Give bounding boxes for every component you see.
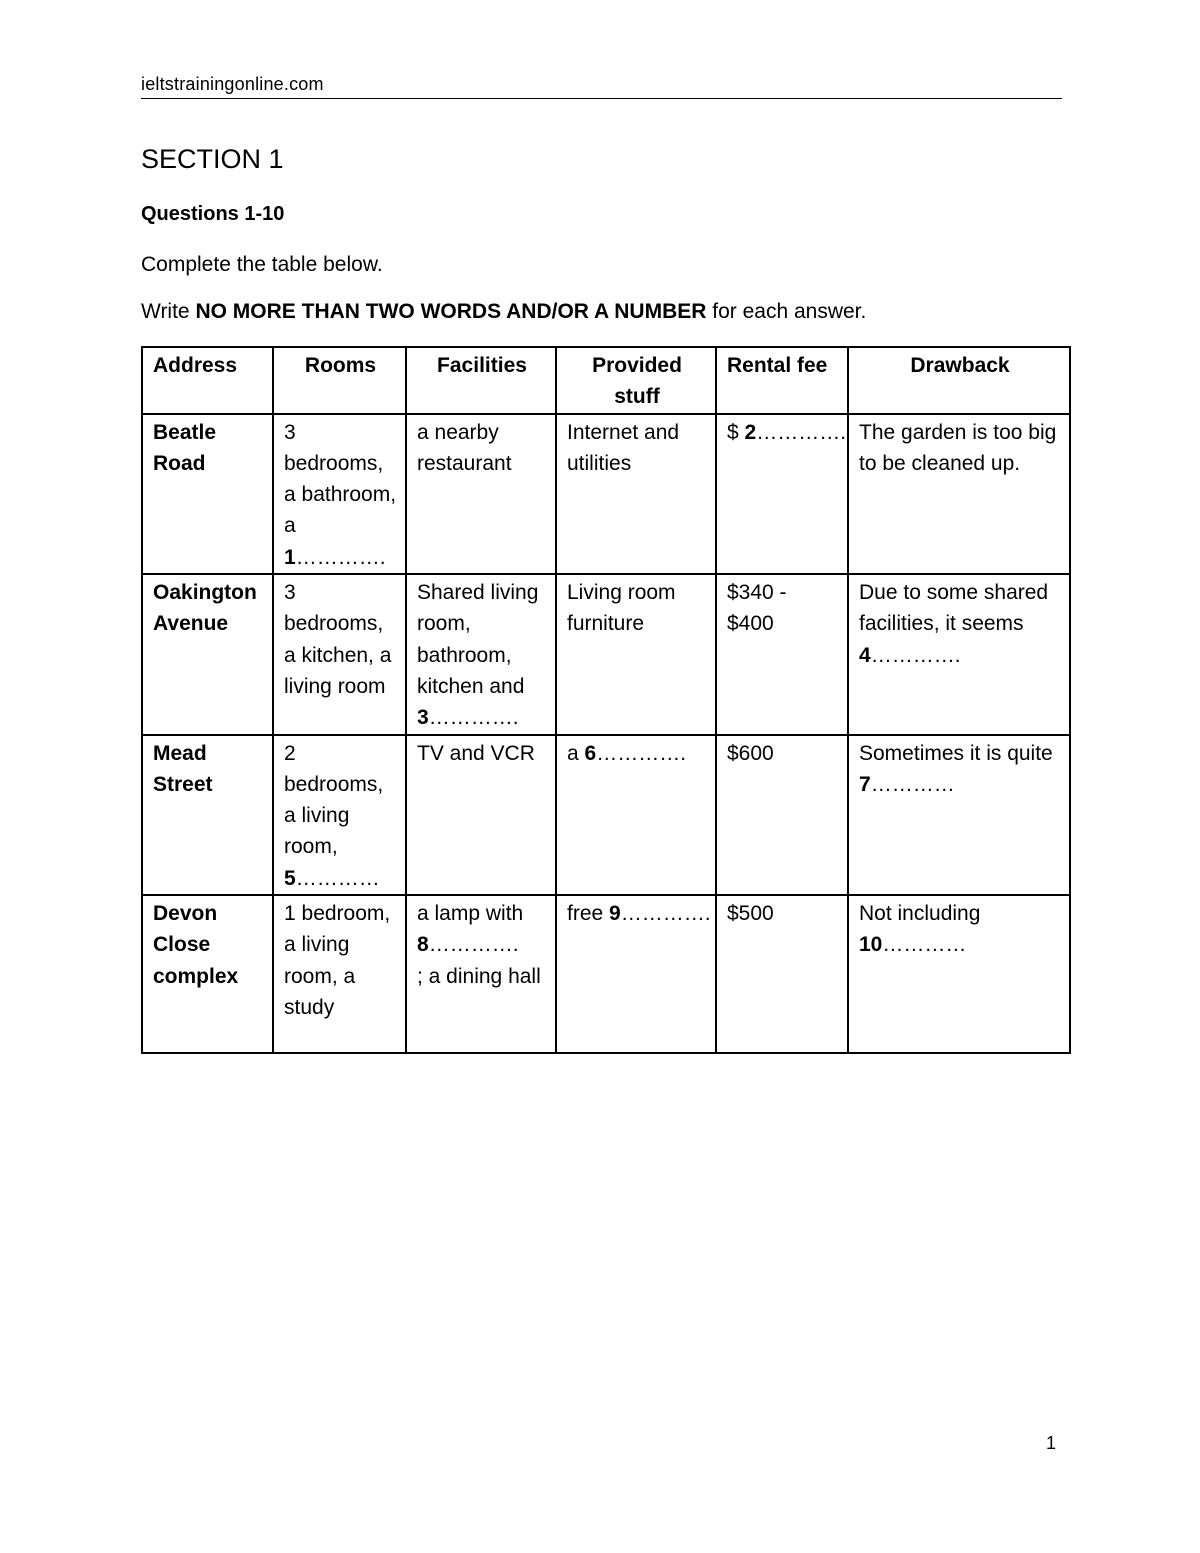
cell-rental-fee: $500 bbox=[716, 895, 848, 1053]
cell-facilities: a nearby restaurant bbox=[406, 414, 556, 574]
answer-blank-2 bbox=[727, 421, 846, 444]
section-title: SECTION 1 bbox=[141, 144, 284, 174]
question-number: 1 bbox=[284, 545, 296, 569]
table-header-row bbox=[142, 347, 1070, 414]
blank-dots: …………. bbox=[596, 741, 687, 765]
rooms-text: 2 bedrooms, a living room, bbox=[284, 741, 384, 859]
cell-rooms: 1 bedroom, a living room, a study bbox=[273, 895, 406, 1053]
cell-drawback bbox=[848, 574, 1070, 734]
questions-title: Questions 1-10 bbox=[141, 203, 285, 225]
column-header-facilities: Facilities bbox=[406, 347, 556, 414]
header-site-name: ieltstrainingonline.com bbox=[141, 74, 324, 94]
facilities-after-text: ; a dining hall bbox=[417, 964, 541, 988]
answer-blank-1 bbox=[284, 546, 386, 569]
instruction-prefix: Write bbox=[141, 300, 196, 323]
blank-dots: ………… bbox=[882, 933, 967, 957]
rooms-text: 3 bedrooms, a bathroom, a bbox=[284, 420, 397, 538]
blank-dots: ………… bbox=[870, 772, 955, 796]
table-row bbox=[142, 895, 1070, 1053]
cell-facilities bbox=[406, 895, 556, 1053]
answer-blank-10 bbox=[859, 933, 966, 956]
cell-provided-stuff: Internet and utilities bbox=[556, 414, 716, 574]
cell-drawback: The garden is too big to be cleaned up. bbox=[848, 414, 1070, 574]
cell-address: Beatle Road bbox=[142, 414, 273, 574]
answer-blank-9 bbox=[567, 902, 711, 925]
cell-provided-stuff bbox=[556, 735, 716, 895]
blank-dots: …………. bbox=[295, 545, 386, 569]
column-header-rental-fee: Rental fee bbox=[716, 347, 848, 414]
cell-drawback bbox=[848, 735, 1070, 895]
question-number: 8 bbox=[417, 933, 429, 957]
header-divider bbox=[141, 98, 1062, 99]
answer-blank-4 bbox=[859, 644, 961, 667]
blank-dots: …………. bbox=[620, 902, 711, 926]
table-row bbox=[142, 414, 1070, 574]
provided-text: a bbox=[567, 741, 585, 765]
cell-rooms bbox=[273, 414, 406, 574]
blank-dots: ………… bbox=[295, 866, 380, 890]
cell-rental-fee bbox=[716, 414, 848, 574]
answer-blank-6 bbox=[567, 742, 686, 765]
question-number: 10 bbox=[859, 933, 883, 957]
answer-blank-8 bbox=[417, 933, 519, 956]
column-header-rooms: Rooms bbox=[273, 347, 406, 414]
cell-facilities bbox=[406, 574, 556, 734]
cell-provided-stuff bbox=[556, 895, 716, 1053]
instruction-word-limit bbox=[141, 300, 866, 324]
cell-facilities: TV and VCR bbox=[406, 735, 556, 895]
blank-dots: …………. bbox=[870, 643, 961, 667]
drawback-text: Due to some shared facilities, it seems bbox=[859, 581, 1049, 636]
question-number: 7 bbox=[859, 772, 871, 796]
cell-provided-stuff: Living room furniture bbox=[556, 574, 716, 734]
fee-prefix: $ bbox=[727, 420, 745, 444]
table-row bbox=[142, 735, 1070, 895]
question-number: 9 bbox=[609, 902, 621, 926]
page-number: 1 bbox=[1046, 1433, 1057, 1453]
drawback-text: Sometimes it is quite bbox=[859, 741, 1053, 765]
provided-text: free bbox=[567, 902, 610, 926]
instruction-suffix: for each answer. bbox=[706, 300, 867, 323]
facilities-text: a lamp with bbox=[417, 902, 524, 926]
answer-blank-5 bbox=[284, 867, 380, 890]
question-number: 3 bbox=[417, 706, 429, 730]
cell-drawback bbox=[848, 895, 1070, 1053]
column-header-provided-stuff: Provided stuff bbox=[556, 347, 716, 414]
question-number: 4 bbox=[859, 643, 871, 667]
facilities-text: Shared living room, bathroom, kitchen and bbox=[417, 581, 539, 698]
blank-dots: …………. bbox=[756, 420, 847, 444]
cell-address: Oakington Avenue bbox=[142, 574, 273, 734]
answer-blank-3 bbox=[417, 706, 519, 729]
blank-dots: …………. bbox=[428, 706, 519, 730]
cell-rental-fee: $600 bbox=[716, 735, 848, 895]
column-header-drawback: Drawback bbox=[848, 347, 1070, 414]
instruction-word-limit-bold: NO MORE THAN TWO WORDS AND/OR A NUMBER bbox=[195, 300, 707, 323]
question-number: 6 bbox=[584, 741, 597, 765]
table-row bbox=[142, 574, 1070, 734]
column-header-address: Address bbox=[142, 347, 273, 414]
cell-rooms: 3 bedrooms, a kitchen, a living room bbox=[273, 574, 406, 734]
rental-table bbox=[141, 346, 1071, 1054]
cell-address: Devon Close complex bbox=[142, 895, 273, 1053]
cell-rental-fee: $340 - $400 bbox=[716, 574, 848, 734]
blank-dots: …………. bbox=[428, 933, 519, 957]
question-number: 5 bbox=[284, 866, 296, 890]
cell-rooms bbox=[273, 735, 406, 895]
instruction-complete-table: Complete the table below. bbox=[141, 253, 383, 276]
question-number: 2 bbox=[744, 420, 757, 444]
drawback-text: Not including bbox=[859, 902, 981, 926]
answer-blank-7 bbox=[859, 773, 955, 796]
cell-address: Mead Street bbox=[142, 735, 273, 895]
